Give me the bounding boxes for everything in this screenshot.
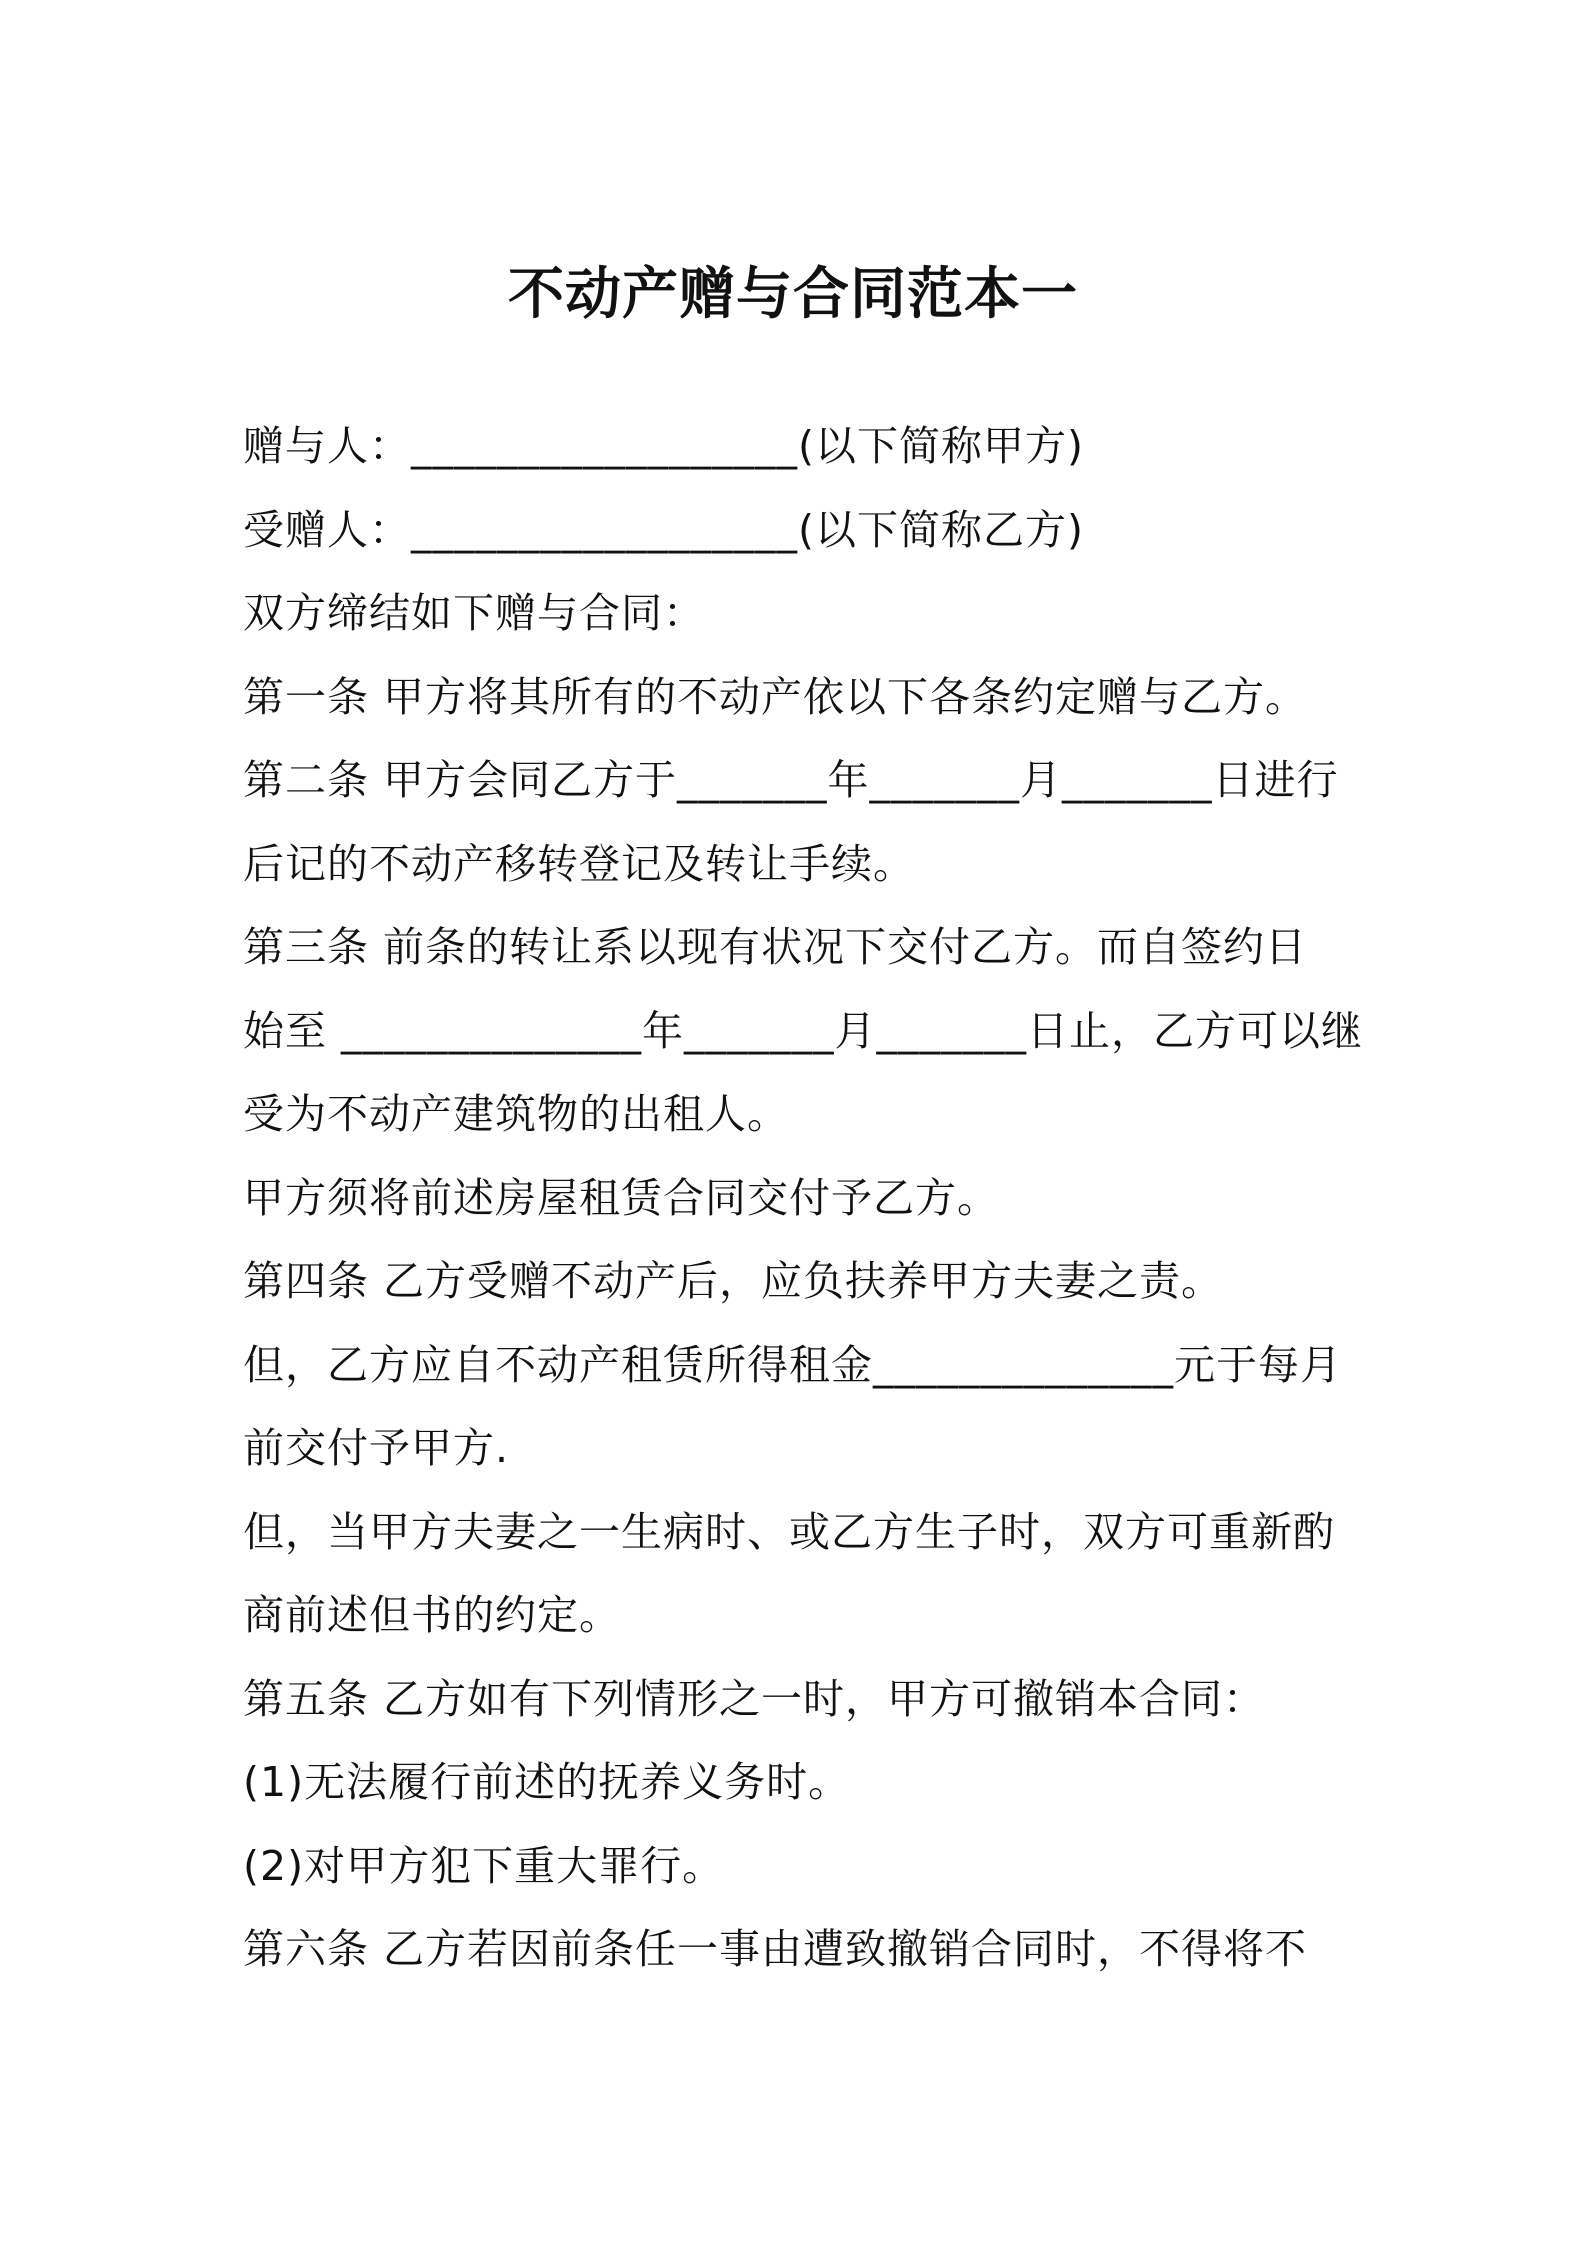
article-5-item-2: (2)对甲方犯下重大罪行。 <box>243 1841 725 1890</box>
document-title: 不动产赠与合同范本一 <box>508 262 1078 327</box>
article-3-continuation-1: 始至 ______________年_______月_______日止，乙方可以继 <box>243 1006 1364 1055</box>
article-5-line: 第五条 乙方如有下列情形之一时，甲方可撤销本合同： <box>243 1674 1266 1723</box>
donor-line: 赠与人：__________________(以下简称甲方) <box>243 422 1084 470</box>
article-2-line: 第二条 甲方会同乙方于_______年_______月_______日进行 <box>243 756 1339 804</box>
article-4-proviso-line: 但，乙方应自不动产租赁所得租金______________元于每月 <box>243 1340 1342 1389</box>
article-2-continuation: 后记的不动产移转登记及转让手续。 <box>243 839 915 888</box>
donee-line: 受赠人：__________________(以下简称乙方) <box>243 505 1084 554</box>
article-4-renegotiation-continuation: 商前述但书的约定。 <box>243 1591 621 1639</box>
article-4-line: 第四条 乙方受赠不动产后，应负扶养甲方夫妻之责。 <box>243 1257 1224 1305</box>
preamble-line: 双方缔结如下赠与合同： <box>243 589 705 637</box>
article-3-lease-line: 甲方须将前述房屋租赁合同交付予乙方。 <box>243 1173 999 1222</box>
article-3-line: 第三条 前条的转让系以现有状况下交付乙方。而自签约日 <box>243 923 1308 971</box>
article-5-item-1: (1)无法履行前述的抚养义务时。 <box>243 1758 851 1806</box>
article-3-continuation-2: 受为不动产建筑物的出租人。 <box>243 1090 789 1138</box>
article-4-proviso-continuation: 前交付予甲方. <box>243 1424 510 1472</box>
article-4-renegotiation-line: 但，当甲方夫妻之一生病时、或乙方生子时，双方可重新酌 <box>243 1507 1335 1556</box>
article-6-line: 第六条 乙方若因前条任一事由遭致撤销合同时，不得将不 <box>243 1925 1308 1973</box>
article-1-line: 第一条 甲方将其所有的不动产依以下各条约定赠与乙方。 <box>243 672 1308 721</box>
contract-body <box>243 405 1363 1992</box>
